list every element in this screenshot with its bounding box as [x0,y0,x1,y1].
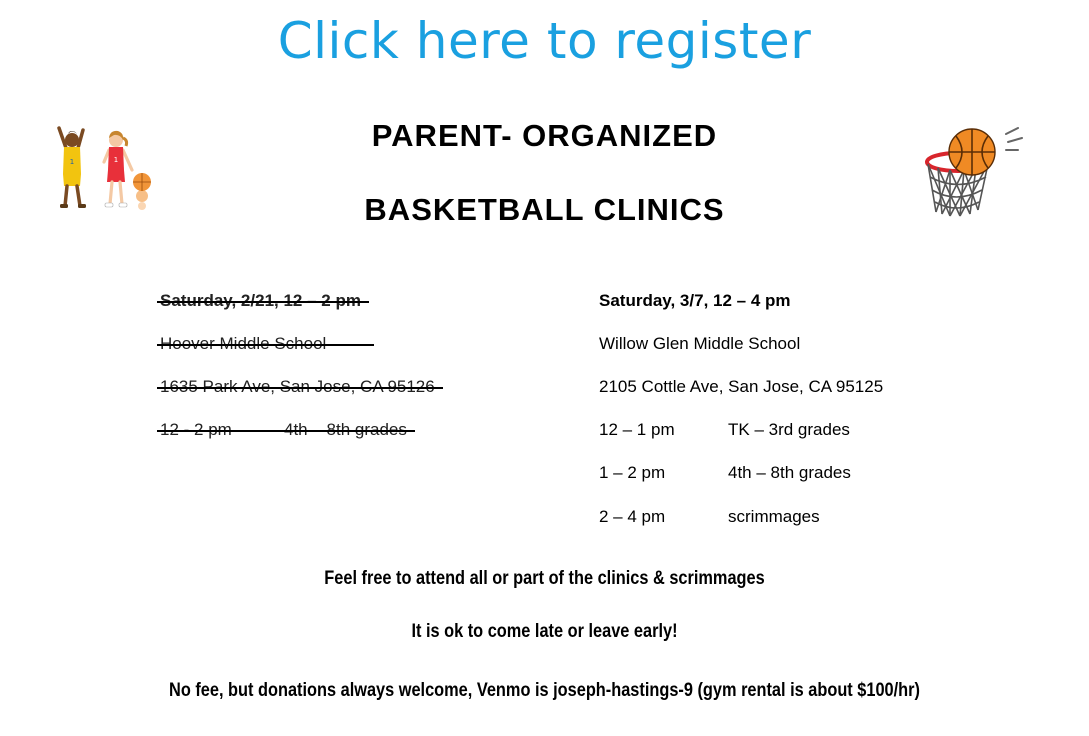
cancelled-time-row [160,419,407,441]
cancelled-time-grades [160,419,407,441]
fee-note: No fee, but donations always welcome, Venmo is joseph-hastings-9 (gym rental is about $100/hr) [169,680,920,701]
cancelled-address [160,376,435,398]
schedule-row [599,419,850,441]
schedule-time: 1 – 2 pm [599,463,666,482]
strikethrough-line [157,430,415,432]
schedule-time: 2 – 4 pm [599,507,666,526]
cancelled-location-row [160,333,326,355]
svg-text:1: 1 [113,156,119,164]
strikethrough-line [157,387,443,389]
schedule-activity: scrimmages [728,507,820,526]
register-link[interactable]: Click here to register [277,12,812,70]
schedule-row [599,506,820,528]
schedule-row [599,462,851,484]
session-date: Saturday, 3/7, 12 – 4 pm [599,291,791,310]
session-location: Willow Glen Middle School [599,334,801,353]
schedule-activity: 4th – 8th grades [728,463,851,482]
schedule-activity: TK – 3rd grades [728,420,850,439]
cancelled-date [160,290,361,312]
cancelled-date-row [160,290,361,312]
title-line-2: BASKETBALL CLINICS [364,192,725,227]
arrival-note: It is ok to come late or leave early! [411,621,678,642]
svg-text:1: 1 [69,158,75,166]
cancelled-location [160,333,326,355]
cancelled-address-row [160,376,435,398]
strikethrough-line [157,344,374,346]
strikethrough-line [157,301,369,303]
attendance-note: Feel free to attend all or part of the clinics & scrimmages [324,568,765,589]
session-address: 2105 Cottle Ave, San Jose, CA 95125 [599,377,884,396]
title-line-1: PARENT- ORGANIZED [371,118,718,153]
schedule-time: 12 – 1 pm [599,420,675,439]
